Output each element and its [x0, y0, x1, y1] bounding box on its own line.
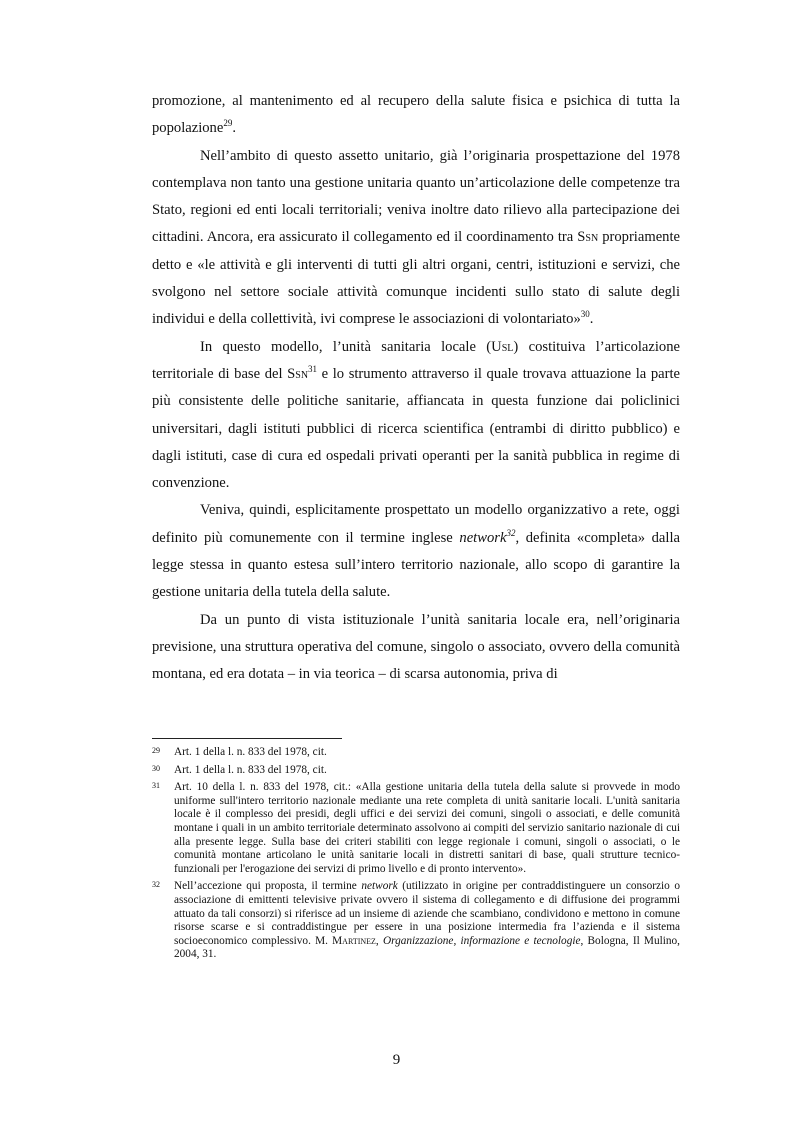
paragraph-5: Da un punto di vista istituzionale l’unità sanitaria locale era, nell’originaria previsione, una struttura operativa del comune, singolo o associato, ovvero della comunità montana, ed era dotata – in via teorica – di scarsa autonomia, priva di	[152, 611, 680, 683]
abbreviation-ssn: Ssn	[577, 229, 599, 246]
citation-title: Organizzazione, informazione e tecnologie	[382, 934, 581, 947]
footnote-number: 32	[152, 880, 160, 890]
footnote-number: 29	[152, 746, 160, 755]
term-network: network	[361, 880, 398, 893]
footnote-ref-30[interactable]: 30	[580, 309, 590, 320]
footnote-ref-31[interactable]: 31	[308, 363, 318, 374]
footnote-separator	[152, 738, 342, 739]
footnote-32: 32 Nell’accezione qui proposta, il termine network (utilizzato in origine per contraddistinguere un consorzio o associazione di emittenti televisive private ovvero il sistema di collegamento e di diffusione dei programmi attuato da tali consorzi) si riferisce ad un insieme di aziende che scambiano, condividono e mettono in comune risorse scarse e si contraddistingue per essere in una posizione intermedia fra l’azienda e il sistema socioeconomico complessivo. M. Martinez, Organizzazione, informazione e tecnologie, Bologna, Il Mulino, 2004, 31.	[152, 880, 680, 961]
footnote-29: 29 Art. 1 della l. n. 833 del 1978, cit.	[152, 746, 327, 758]
paragraph-1: promozione, al mantenimento ed al recupero della salute fisica e psichica di tutta la popolazione$^{29}$.	[152, 93, 680, 137]
page-number: 9	[392, 1052, 401, 1068]
term-network: network	[459, 529, 507, 546]
footnotes	[152, 746, 680, 966]
footnote-number: 31	[152, 781, 160, 791]
footnote-31: 31 Art. 10 della l. n. 833 del 1978, cit.: «Alla gestione unitaria della tutela della salute si provvede in modo uniforme sull'intero territorio nazionale mediante una rete completa di unità sanitarie locali. L'unità sanitaria locale è il complesso dei presidi, degli uffici e dei servizi dei comuni, singoli o associati, e delle comunità montane i quali in un ambito territoriale determinato assolvono ai compiti del servizio sanitario nazionale di cui alla presente legge. Sulla base dei criteri stabiliti con legge regionale i comuni, singoli o associati, o le comunità montane articolano le unità sanitarie locali in distretti sanitari di base, quali strutture tecnico-funzionali per l'erogazione dei servizi di primo livello e di pronto intervento».	[152, 781, 680, 875]
footnote-ref-32[interactable]: 32	[506, 527, 516, 538]
paragraph-4: Veniva, quindi, esplicitamente prospettato un modello organizzativo a rete, oggi definito più comunemente con il termine inglese network$^{32}$, definita «completa» dalla legge stessa in quanto estesa sull’intero territorio nazionale, allo scopo di garantire la gestione unitaria della tutela della salute.	[152, 502, 680, 601]
paragraph-2: Nell’ambito di questo assetto unitario, già l’originaria prospettazione del 1978 contemplava non tanto una gestione unitaria quanto un’articolazione delle competenze tra Stato, regioni ed enti locali territoriali; veniva inoltre dato rilievo alla partecipazione dei cittadini. Ancora, era assicurato il collegamento ed il coordinamento tra Ssn propriamente detto e «le attività e gli interventi di tutti gli altri organi, centri, istituzioni e servizi, che svolgono nel settore sociale attività comunque incidenti sullo stato di salute degli individui e della collettività, ivi comprese le associazioni di volontariato»$^{30}$.	[152, 147, 681, 328]
citation-author: Martinez	[332, 934, 376, 947]
footnote-number: 30	[152, 763, 160, 773]
footnote-30: 30 Art. 1 della l. n. 833 del 1978, cit.	[152, 763, 327, 776]
paragraph-text: promozione, al mantenimento ed al recupero della salute fisica e psichica di tutta la popolazione	[152, 93, 680, 137]
body-text	[152, 88, 680, 689]
footnote-ref-29[interactable]: 29	[223, 118, 233, 129]
abbreviation-usl: Usl	[491, 338, 514, 355]
abbreviation-ssn: Ssn	[287, 365, 309, 382]
paragraph-3: In questo modello, l’unità sanitaria locale (Usl) costituiva l’articolazione territoriale di base del Ssn$^{31}$ e lo strumento attraverso il quale trovava attuazione la parte più consistente delle politiche sanitarie, affiancata in questa funzione dai policlinici universitari, dagli istituti pubblici di ricerca scientifica (entrambi di diritto pubblico) e dagli istituti, case di cura ed ospedali privati operanti per la sanità pubblica in regime di convenzione.	[152, 338, 680, 492]
